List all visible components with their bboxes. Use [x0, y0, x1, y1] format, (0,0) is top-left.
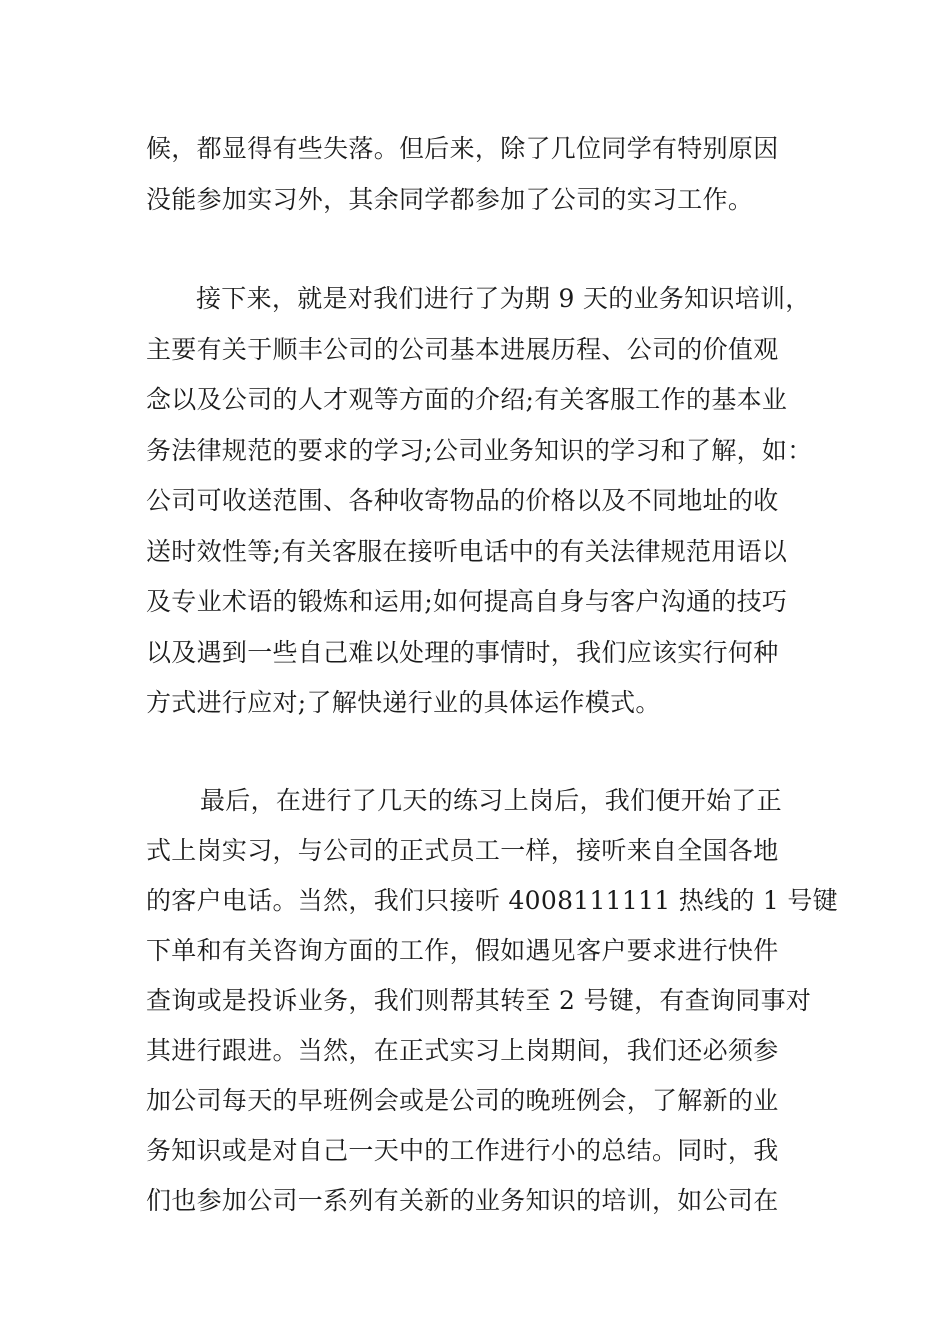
- text-line: 加公司每天的早班例会或是公司的晚班例会，了解新的业: [146, 1086, 779, 1115]
- text-line: 方式进行应对;了解快递行业的具体运作模式。: [146, 688, 661, 717]
- text-line: 务知识或是对自己一天中的工作进行小的总结。同时，我: [146, 1136, 779, 1165]
- text-line: 下单和有关咨询方面的工作，假如遇见客户要求进行快件: [146, 936, 779, 965]
- text-line: 式上岗实习，与公司的正式员工一样，接听来自全国各地: [146, 836, 779, 865]
- text-line: 没能参加实习外，其余同学都参加了公司的实习工作。: [146, 185, 754, 214]
- text-line: 以及遇到一些自己难以处理的事情时，我们应该实行何种: [146, 638, 779, 667]
- text-line: 公司可收送范围、各种收寄物品的价格以及不同地址的收: [146, 486, 779, 515]
- text-line: 务法律规范的要求的学习;公司业务知识的学习和了解，如：: [146, 436, 813, 465]
- text-line: 们也参加公司一系列有关新的业务知识的培训，如公司在: [146, 1186, 779, 1215]
- text-line: 念以及公司的人才观等方面的介绍;有关客服工作的基本业: [146, 385, 788, 414]
- text-line: 候，都显得有些失落。但后来，除了几位同学有特别原因: [146, 134, 779, 163]
- text-line: 送时效性等;有关客服在接听电话中的有关法律规范用语以: [146, 537, 788, 566]
- text-line: 查询或是投诉业务，我们则帮其转至 2 号键，有查询同事对: [146, 986, 812, 1015]
- text-line: 接下来，就是对我们进行了为期 9 天的业务知识培训，: [196, 284, 811, 313]
- text-line: 主要有关于顺丰公司的公司基本进展历程、公司的价值观: [146, 335, 779, 364]
- text-line: 其进行跟进。当然，在正式实习上岗期间，我们还必须参: [146, 1036, 779, 1065]
- text-line: 及专业术语的锻炼和运用;如何提高自身与客户沟通的技巧: [146, 587, 788, 616]
- text-line: 最后，在进行了几天的练习上岗后，我们便开始了正: [200, 786, 782, 815]
- text-line: 的客户电话。当然，我们只接听 4008111111 热线的 1 号键: [146, 886, 838, 915]
